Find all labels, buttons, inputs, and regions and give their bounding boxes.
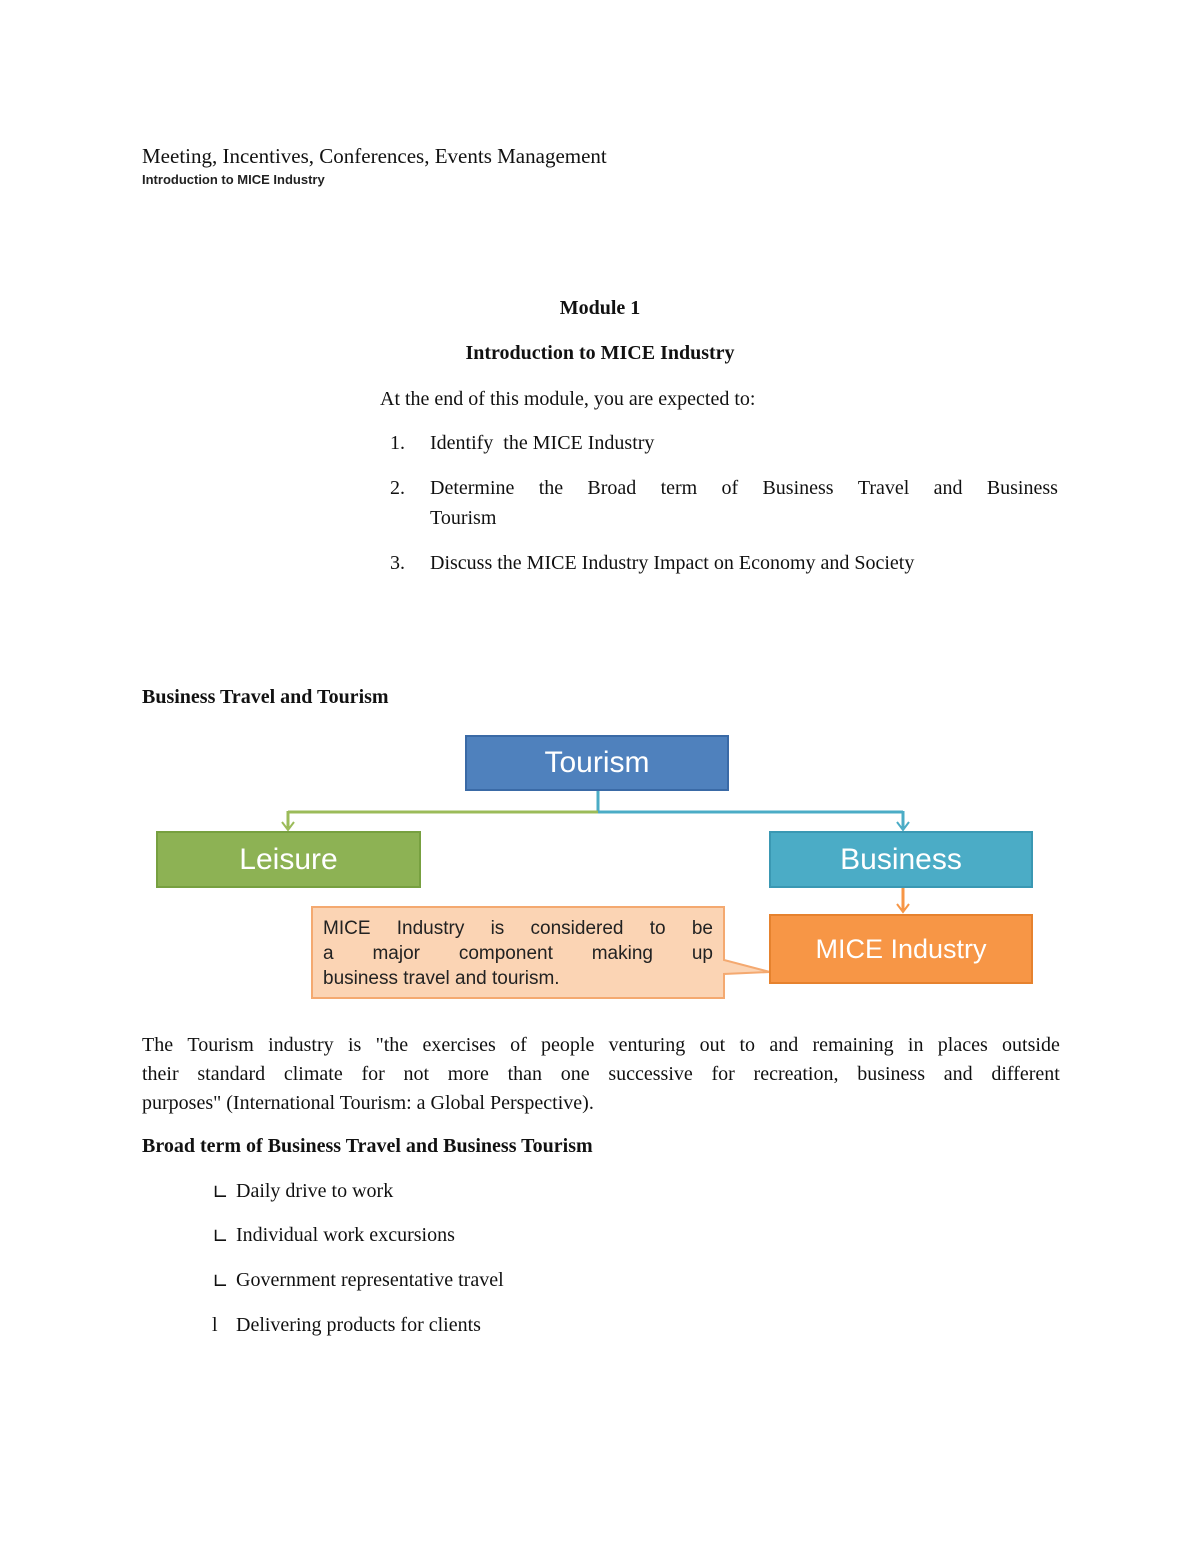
word: Industry xyxy=(396,918,465,939)
word: standard xyxy=(197,1063,266,1085)
word: be xyxy=(691,918,713,939)
word: one xyxy=(560,1063,590,1085)
word: successive xyxy=(608,1063,693,1085)
word: "the xyxy=(375,1034,409,1056)
callout-text xyxy=(323,916,713,991)
word: major xyxy=(372,943,420,964)
word: of xyxy=(721,477,739,499)
word: out xyxy=(699,1034,726,1056)
word: Business xyxy=(762,477,834,499)
objective-number: 3. xyxy=(390,552,405,574)
word: The xyxy=(142,1034,174,1056)
paragraph-line xyxy=(142,1060,1060,1089)
word: people xyxy=(541,1034,595,1056)
word: component xyxy=(458,943,553,964)
bullet-marker-icon: l xyxy=(212,1314,218,1336)
word: MICE xyxy=(323,918,371,939)
document-header-title: Meeting, Incentives, Conferences, Events Management xyxy=(142,144,607,168)
leisure-box: Leisure xyxy=(156,831,421,888)
bullet-marker-icon: ∟ xyxy=(212,1269,229,1293)
word: and xyxy=(933,477,963,499)
paragraph-line: purposes" (International Tourism: a Global Perspective). xyxy=(142,1092,594,1114)
bullet-marker-icon: ∟ xyxy=(212,1180,229,1204)
module-number: Module 1 xyxy=(559,297,641,319)
word: venturing xyxy=(608,1034,686,1056)
word: the xyxy=(538,477,564,499)
word: climate xyxy=(283,1063,343,1085)
callout-line: business travel and tourism. xyxy=(323,968,560,989)
word: industry xyxy=(268,1034,334,1056)
tourism-definition-paragraph xyxy=(142,1031,1060,1118)
word: up xyxy=(691,943,713,964)
bullet-text: Daily drive to work xyxy=(236,1180,394,1202)
word: exercises xyxy=(422,1034,496,1056)
word: their xyxy=(142,1063,179,1085)
word: recreation, xyxy=(753,1063,839,1085)
mice-industry-box: MICE Industry xyxy=(769,914,1033,984)
word: considered xyxy=(530,918,624,939)
word: for xyxy=(711,1063,735,1085)
word: than xyxy=(507,1063,543,1085)
bullet-text: Individual work excursions xyxy=(236,1224,455,1246)
word: and xyxy=(769,1034,799,1056)
word: different xyxy=(991,1063,1060,1085)
word: of xyxy=(510,1034,527,1056)
paragraph-line xyxy=(142,1031,1060,1060)
word: Business xyxy=(986,477,1058,499)
tourism-box: Tourism xyxy=(465,735,729,791)
bullet-marker-icon: ∟ xyxy=(212,1224,229,1248)
word: Determine xyxy=(430,477,515,499)
word: a xyxy=(323,943,334,964)
document-header-subtitle: Introduction to MICE Industry xyxy=(142,172,325,187)
bullet-text: Delivering products for clients xyxy=(236,1314,481,1336)
word: more xyxy=(447,1063,489,1085)
word: is xyxy=(347,1034,362,1056)
word: Broad xyxy=(587,477,637,499)
section-heading-broad-term: Broad term of Business Travel and Business Tourism xyxy=(142,1135,593,1157)
module-title: Introduction to MICE Industry xyxy=(465,342,735,364)
business-box: Business xyxy=(769,831,1033,888)
word: to xyxy=(649,918,666,939)
objective-text: Identify the MICE Industry xyxy=(430,432,655,454)
word: business xyxy=(857,1063,925,1085)
word: outside xyxy=(1002,1034,1060,1056)
word: in xyxy=(907,1034,924,1056)
callout-line xyxy=(323,941,713,966)
word: Tourism xyxy=(187,1034,254,1056)
callout-line xyxy=(323,916,713,941)
word: term xyxy=(660,477,698,499)
word: making xyxy=(591,943,653,964)
word: Travel xyxy=(857,477,910,499)
bullet-text: Government representative travel xyxy=(236,1269,504,1291)
section-heading-business-travel: Business Travel and Tourism xyxy=(142,686,389,708)
word: places xyxy=(937,1034,988,1056)
objective-number: 1. xyxy=(390,432,405,454)
word: and xyxy=(943,1063,973,1085)
objective-text: Discuss the MICE Industry Impact on Economy and Society xyxy=(430,552,915,574)
word: to xyxy=(739,1034,756,1056)
word: is xyxy=(490,918,505,939)
word: remaining xyxy=(812,1034,894,1056)
word: not xyxy=(403,1063,430,1085)
objective-text-line2: Tourism xyxy=(430,507,497,529)
word: for xyxy=(361,1063,385,1085)
module-intro: At the end of this module, you are expected to: xyxy=(380,388,756,410)
objective-number: 2. xyxy=(390,477,405,499)
